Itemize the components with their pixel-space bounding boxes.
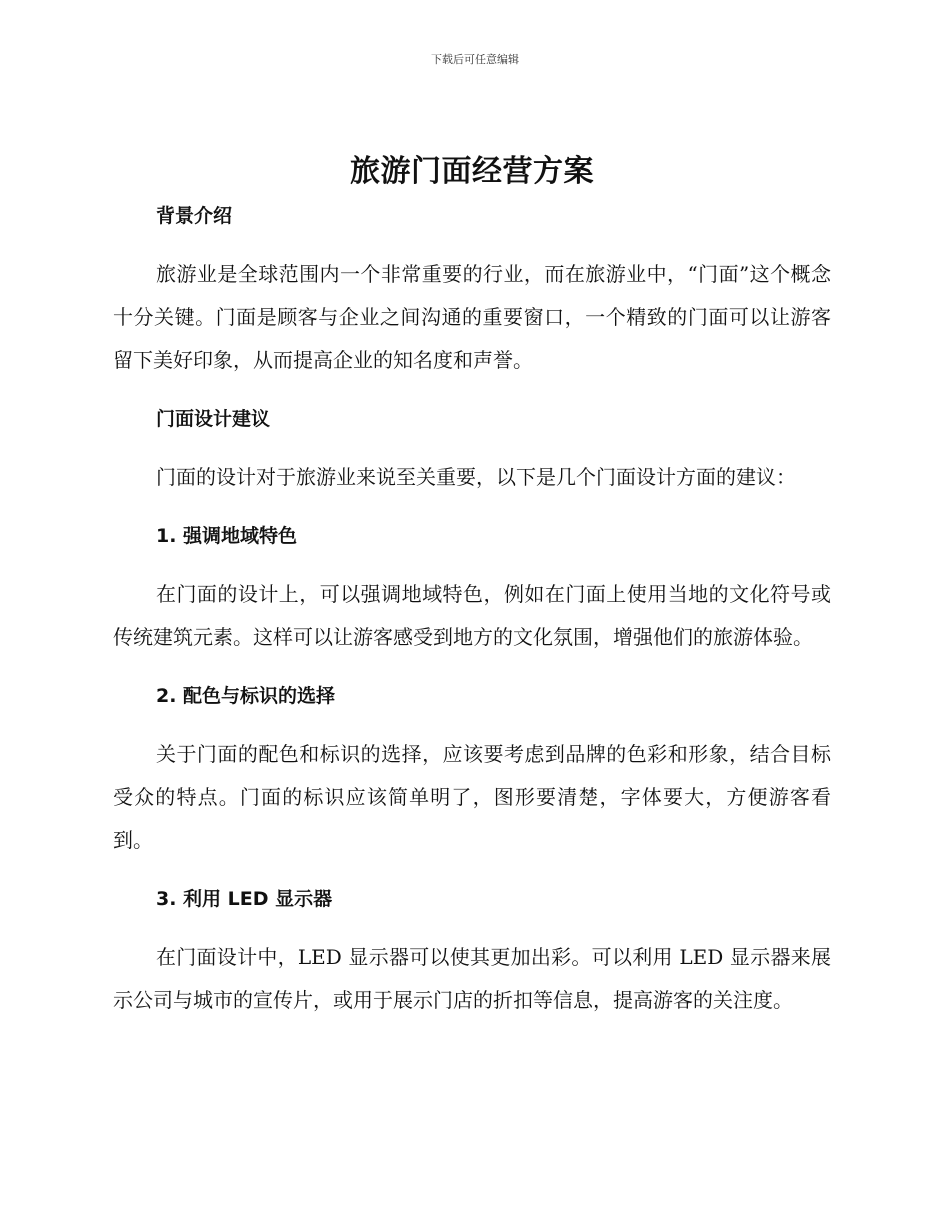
heading-design: 门面设计建议 [156, 408, 271, 430]
paragraph-design: 门面的设计对于旅游业来说至关重要，以下是几个门面设计方面的建议： [156, 465, 796, 489]
paragraph-item-1: 在门面的设计上，可以强调地域特色，例如在门面上使用当地的文化符号或传统建筑元素。这样可以让游客感受到地方的文化氛围，增强他们的旅游体验。 [113, 582, 831, 649]
page-header-note: 下载后可任意编辑 [431, 53, 519, 66]
paragraph-item-2: 关于门面的配色和标识的选择，应该要考虑到品牌的色彩和形象，结合目标受众的特点。门面的标识应该简单明了，图形要清楚，字体要大，方便游客看到。 [113, 742, 831, 852]
document-body [113, 146, 831, 1022]
heading-item-1: 1. 强调地域特色 [156, 525, 298, 547]
heading-item-3: 3. 利用 LED 显示器 [156, 888, 333, 910]
document-title: 旅游门面经营方案 [350, 154, 594, 189]
heading-item-2: 2. 配色与标识的选择 [156, 685, 336, 707]
heading-background: 背景介绍 [156, 205, 233, 227]
paragraph-background: 旅游业是全球范围内一个非常重要的行业，而在旅游业中，“门面”这个概念十分关键。门面是顾客与企业之间沟通的重要窗口，一个精致的门面可以让游客留下美好印象，从而提高企业的知名度和声誉。 [113, 262, 831, 372]
paragraph-item-3: 在门面设计中，LED 显示器可以使其更加出彩。可以利用 LED 显示器来展示公司与城市的宣传片，或用于展示门店的折扣等信息，提高游客的关注度。 [113, 945, 831, 1012]
